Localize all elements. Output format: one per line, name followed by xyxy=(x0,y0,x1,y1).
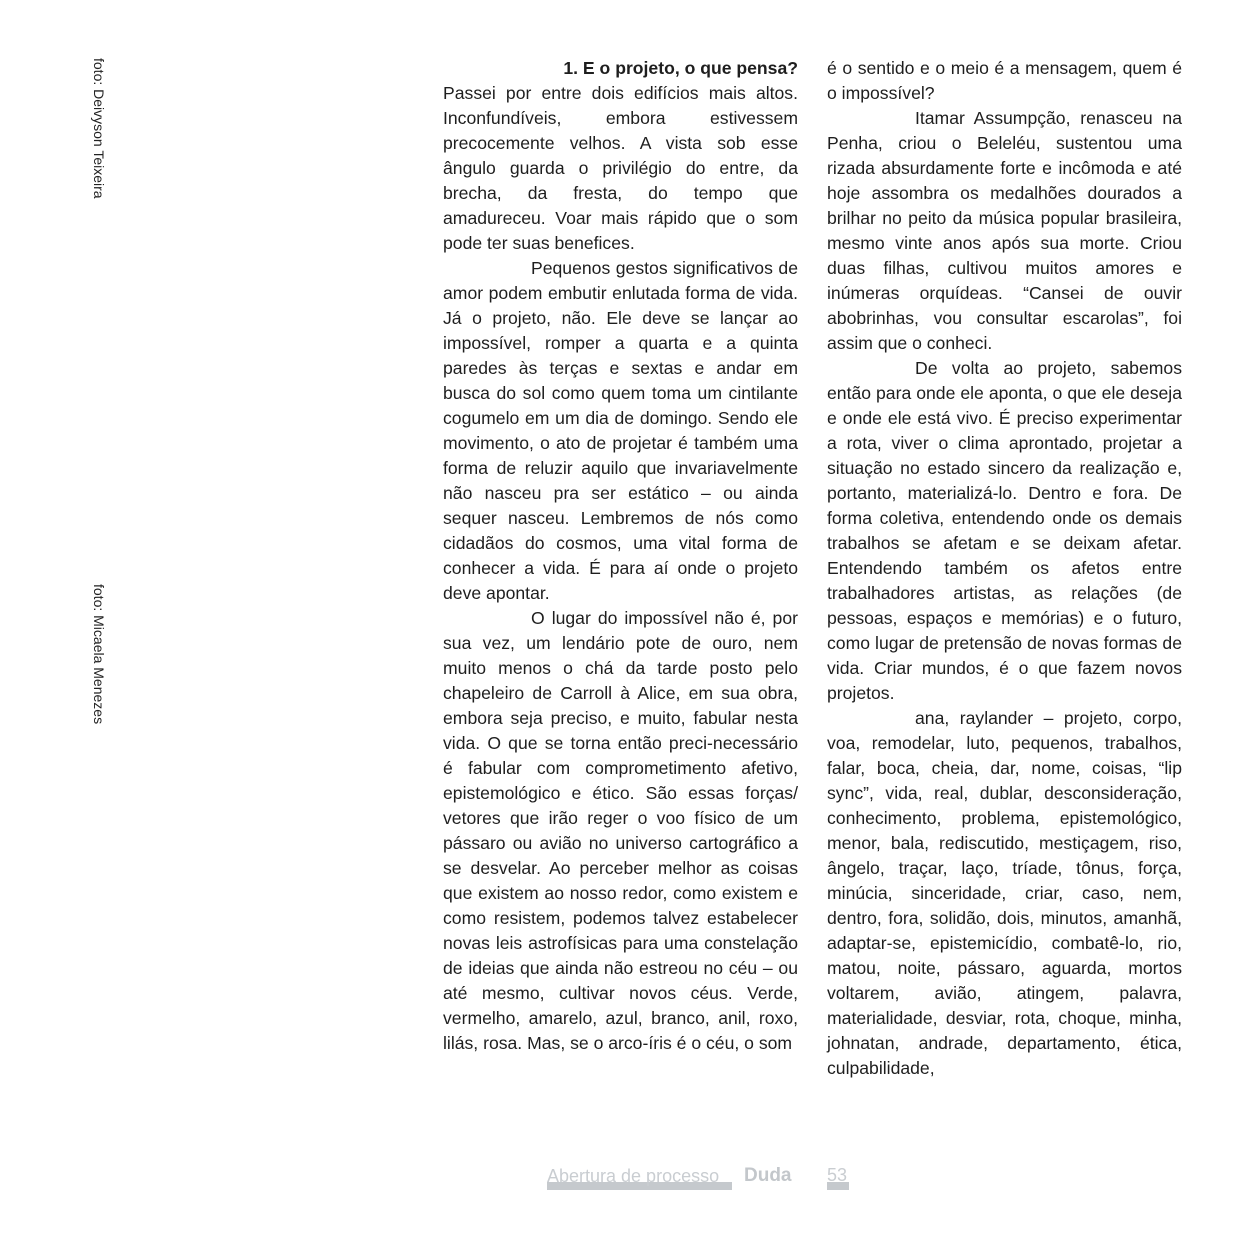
footer-section-title: Abertura de processo xyxy=(547,1166,720,1186)
photo-credit-2: foto: Micaela Menezes xyxy=(91,584,107,725)
photo-credit-1: foto: Deivyson Teixeira xyxy=(91,58,107,199)
paragraph: De volta ao projeto, sabemos então para onde ele aponta, o que ele deseja e onde ele está vivo. É preciso experimentar a rota, viver o clima aprontado, projetar a situação no estado sincero da realização e, portanto, materializá-lo. Dentro e fora. De forma coletiva, entendendo onde os demais trabalhos se afetam e se deixam afetar. Entendendo também os afetos entre trabalhadores artistas, as relações (de pessoas, espaços e memórias) e o futuro, como lugar de pretensão de novas formas de vida. Criar mundos, é o que fazem novos projetos. xyxy=(827,358,1182,703)
paragraph: ana, raylander – projeto, corpo, voa, remodelar, luto, pequenos, trabalhos, falar, boca, cheia, dar, nome, coisas, “lip sync”, vida, real, dublar, desconsideração, conhecimento, problema, epistemológico, menor, bala, rediscutido, mestiçagem, riso, ângelo, traçar, laço, tríade, tônus, força, minúcia, sinceridade, criar, caso, nem, dentro, fora, solidão, dois, minutos, amanhã, adaptar-se, epistemicídio, combatê-lo, rio, matou, noite, pássaro, aguarda, mortos voltarem, avião, atingem, palavra, materialidade, desviar, rota, choque, minha, johnatan, andrade, departamento, ética, culpabilidade, xyxy=(827,708,1182,1078)
paragraph: O lugar do impossível não é, por sua vez, um lendário pote de ouro, nem muito menos o chá da tarde posto pelo chapeleiro de Carroll à Alice, em sua obra, embora seja preciso, e muito, fabular nesta vida. O que se torna então preci-necessário é fabular com comprometimento afetivo, epistemológico e ético. São essas forças/ vetores que irão reger o voo físico de um pássaro ou avião no universo cartográfico a se desvelar. Ao perceber melhor as coisas que existem ao nosso redor, como existem e como resistem, podemos talvez estabelecer novas leis astrofísicas para uma constelação de ideias que ainda não estreou no céu – ou até mesmo, cultivar novos céus. Verde, vermelho, amarelo, azul, branco, anil, roxo, lilás, rosa. Mas, se o arco-íris é o céu, o som xyxy=(443,608,798,1053)
text-column-left xyxy=(443,56,798,1056)
page-number: 53 xyxy=(827,1165,848,1185)
paragraph: Itamar Assumpção, renasceu na Penha, criou o Beleléu, sustentou uma rizada absurdamente forte e incômoda e até hoje assombra os medalhões dourados a brilhar no peito da música popular brasileira, mesmo vinte anos após sua morte. Criou duas filhas, cultivou muitos amores e inúmeras orquídeas. “Cansei de ouvir abobrinhas, vou consultar escarolas”, foi assim que o conheci. xyxy=(827,108,1182,353)
text-column-right xyxy=(827,56,1182,1081)
paragraph: Pequenos gestos significativos de amor podem embutir enlutada forma de vida. Já o projeto, não. Ele deve se lançar ao impossível, romper a quarta e a quinta paredes às terças e sextas e andar em busca do sol como quem toma um cintilante cogumelo em um dia de domingo. Sendo ele movimento, o ato de projetar é também uma forma de reluzir aquilo que invariavelmente não nasceu pra ser estático – ou ainda sequer nasceu. Lembremos de nós como cidadãos do cosmos, uma vital forma de conhecer a vida. É para aí onde o projeto deve apontar. xyxy=(443,258,798,603)
page-footer xyxy=(0,1164,1241,1194)
article-heading: 1. E o projeto, o que pensa? xyxy=(563,58,798,78)
footer-author: Duda xyxy=(744,1165,792,1186)
paragraph: Passei por entre dois edifícios mais altos. Inconfundíveis, embora estivessem precocemente velhos. A vista sob esse ângulo guarda o privilégio do entre, da brecha, da fresta, do tempo que amadureceu. Voar mais rápido que o som pode ter suas benefices. xyxy=(443,83,798,253)
paragraph: é o sentido e o meio é a mensagem, quem é o impossível? xyxy=(827,58,1182,103)
